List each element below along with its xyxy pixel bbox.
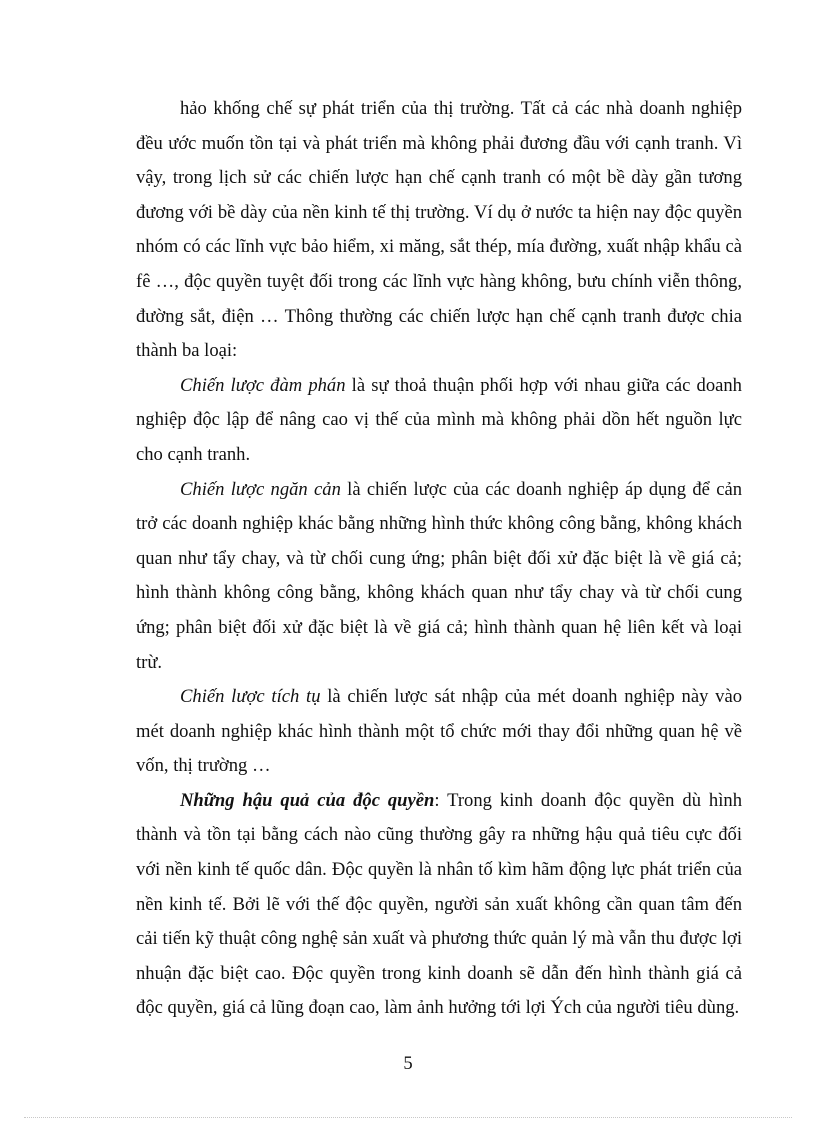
term-accumulation-strategy: Chiến lược tích tụ xyxy=(180,686,321,708)
paragraph-intro-text: hảo khống chế sự phát triển của thị trường. Tất cả các nhà doanh nghiệp đều ước muốn tồn tại và phát triển mà không phải đương đầu với cạnh tranh. Vì vậy, trong lịch sử các chiến lược hạn chế cạnh tranh có một bề dày gần tương đương với bề dày của nền kinh tế thị trường. Ví dụ ở nước ta hiện nay độc quyền nhóm có các lĩnh vực bảo hiểm, xi măng, sắt thép, mía đường, xuất nhập khẩu cà fê …, độc quyền tuyệt đối trong các lĩnh vực hàng không, bưu chính viễn thông, đường sắt, điện … Thông thường các chiến lược hạn chế cạnh tranh được chia thành ba loại: xyxy=(136,98,742,362)
body-text xyxy=(136,92,742,1026)
paragraph-accumulation-strategy xyxy=(136,680,742,784)
paragraph-blocking-text: là chiến lược của các doanh nghiệp áp dụng để cản trở các doanh nghiệp khác bằng những hình thức không công bằng, không khách quan như tẩy chay, và từ chối cung ứng; phân biệt đối xử đặc biệt là về giá cả; hình thành không công bằng, không khách quan như tẩy chay và từ chối cung ứng; phân biệt đối xử đặc biệt là về giá cả; hình thành quan hệ liên kết và loại trừ. xyxy=(136,478,742,673)
term-blocking-strategy: Chiến lược ngăn cản xyxy=(180,478,341,500)
page-number: 5 xyxy=(403,1053,413,1074)
paragraph-negotiation-text: là sự thoả thuận phối hợp với nhau giữa các doanh nghiệp độc lập để nâng cao vị thế của mình mà không phải dồn hết nguồn lực cho cạnh tranh. xyxy=(136,374,742,465)
page-bottom-divider xyxy=(24,1117,792,1118)
paragraph-intro xyxy=(136,92,742,369)
term-monopoly-consequences: Những hậu quả của độc quyền xyxy=(180,789,435,811)
paragraph-monopoly-consequences xyxy=(136,784,742,1026)
paragraph-consequences-text: : Trong kinh doanh độc quyền dù hình thành và tồn tại bằng cách nào cũng thường gây ra những hậu quả tiêu cực đối với nền kinh tế quốc dân. Độc quyền là nhân tố kìm hãm động lực phát triển của nền kinh tế. Bởi lẽ với thế độc quyền, người sản xuất không cần quan tâm đến cải tiến kỹ thuật công nghệ sản xuất và phương thức quản lý mà vẫn thu được lợi nhuận đặc biệt cao. Độc quyền trong kinh doanh sẽ dẫn đến hình thành giá cả độc quyền, giá cả lũng đoạn cao, làm ảnh hưởng tới lợi Ých của người tiêu dùng. xyxy=(136,789,742,1019)
term-negotiation-strategy: Chiến lược đàm phán xyxy=(180,374,346,396)
paragraph-blocking-strategy xyxy=(136,473,742,681)
paragraph-negotiation-strategy xyxy=(136,369,742,473)
paragraph-accumulation-text: là chiến lược sát nhập của mét doanh nghiệp này vào mét doanh nghiệp khác hình thành một tổ chức mới thay đổi những quan hệ về vốn, thị trường … xyxy=(136,686,742,777)
